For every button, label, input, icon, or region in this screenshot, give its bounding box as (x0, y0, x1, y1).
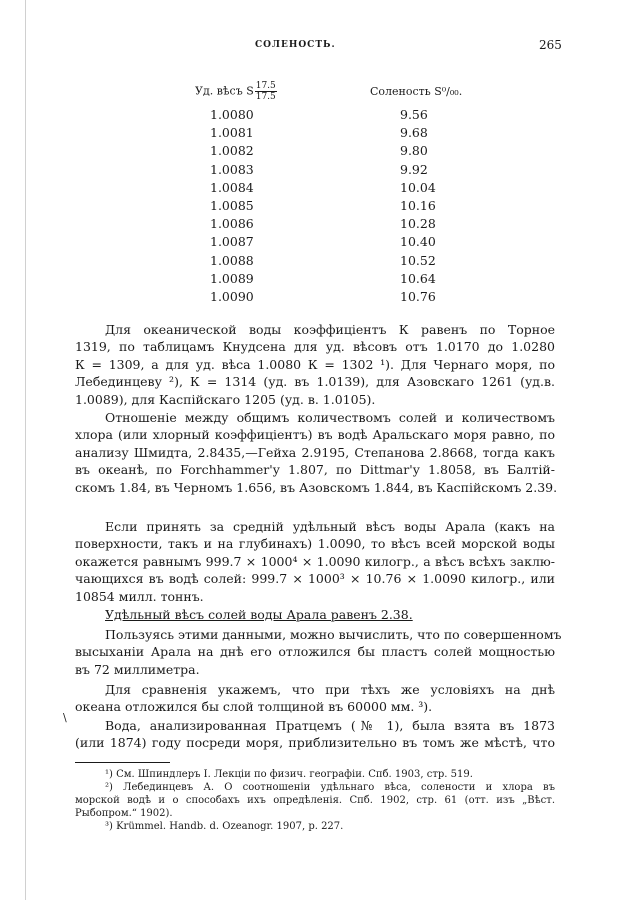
text-line: Для сравненія укажемъ, что при тѣхъ же условіяхъ на днѣ (105, 682, 555, 697)
text-line: Для океанической воды коэффиціентъ К равенъ по Торное (105, 322, 555, 337)
sg-cell: 1.0086 (210, 216, 254, 232)
text-line: въ 72 миллиметра. (75, 661, 200, 677)
sg-cell: 1.0090 (210, 288, 254, 304)
salinity-cell: 10.16 (400, 197, 436, 213)
page-number: 265 (539, 38, 562, 52)
sg-cell: 1.0082 (210, 143, 254, 159)
paragraph-pratz-sample (75, 717, 555, 752)
text-line: въ океанѣ, по Forchhammer'у 1.807, по Dittmar'у 1.8058, въ Балтій- (75, 462, 555, 478)
text-line: скомъ 1.84, въ Черномъ 1.656, въ Азовскомъ 1.844, въ Каспійскомъ 2.39. (75, 479, 558, 495)
salinity-cell: 9.92 (400, 161, 428, 177)
salinity-cell: 10.76 (400, 288, 436, 304)
text-line: поверхности, такъ и на глубинахъ) 1.0090, то вѣсъ всей морской воды (75, 536, 555, 552)
col1-label: Уд. вѣсъ S (195, 84, 254, 98)
table-row (195, 234, 495, 252)
text-line: Пользуясь этими данными, можно вычислить, что по совершенномъ (105, 627, 562, 642)
footnote-line: ¹) См. Шпиндлеръ І. Лекціи по физич. географіи. Спб. 1903, стр. 519. (105, 769, 473, 780)
table-row (195, 180, 495, 198)
text-line: 10854 милл. тоннъ. (75, 588, 204, 604)
stray-mark: \ (63, 711, 67, 724)
salinity-cell: 9.80 (400, 143, 428, 159)
footnote-line: ²) Лебединцевъ А. О соотношеніи удѣльнаго вѣса, солености и хлора въ (105, 782, 555, 793)
text-line: анализу Шмидта, 2.8435,—Гейха 2.9195, Степанова 2.8668, тогда какъ (75, 444, 555, 460)
col1-header (195, 81, 277, 102)
text-line (75, 606, 555, 623)
text-line: (или 1874) году посреди моря, приблизительно въ томъ же мѣстѣ, что (75, 735, 555, 751)
sg-cell: 1.0083 (210, 161, 254, 177)
paragraph-chlorine-coefficient (75, 321, 555, 408)
footnote-line: Рыбопром.“ 1902). (75, 808, 173, 819)
table-row (195, 289, 495, 307)
sg-cell: 1.0089 (210, 270, 254, 286)
sg-cell: 1.0081 (210, 125, 254, 141)
table-row (195, 162, 495, 180)
footnote-rule (75, 762, 170, 763)
page-edge-line (25, 0, 26, 900)
col1-frac-den: 17.5 (255, 92, 276, 102)
paragraph-salt-ratio (75, 409, 558, 496)
salinity-cell: 10.28 (400, 216, 436, 232)
sg-cell: 1.0084 (210, 179, 254, 195)
salinity-cell: 10.52 (400, 252, 436, 268)
sg-cell: 1.0080 (210, 107, 254, 122)
text-line: хлора (или хлорный коэффиціентъ) въ водѣ Аральскаго моря равно, по (75, 427, 555, 443)
text-line: Отношеніе между общимъ количествомъ солей и количествомъ (105, 410, 555, 425)
col1-fraction (255, 81, 277, 102)
text-line: 1319, по таблицамъ Кнудсена для уд. вѣсовъ отъ 1.0170 до 1.0280 (75, 339, 555, 355)
footnote-line: ³) Krümmel. Handb. d. Ozeanogr. 1907, p. 227. (105, 821, 344, 832)
text-line: чающихся въ водѣ солей: 999.7 × 1000³ × 10.76 × 1.0090 килогр., или (75, 571, 555, 587)
footnote-1 (75, 768, 555, 781)
table-row (195, 253, 495, 271)
salinity-cell: 10.40 (400, 234, 436, 250)
paragraph-ocean-comparison (75, 681, 555, 716)
text-line: Вода, анализированная Пратцемъ (№ 1), была взята въ 1873 (105, 718, 555, 733)
salinity-cell: 9.68 (400, 125, 428, 141)
salinity-table (195, 77, 495, 307)
table-row (195, 143, 495, 161)
salinity-cell: 9.56 (400, 107, 428, 122)
paragraph-drying (75, 626, 562, 678)
table-row (195, 216, 495, 234)
table-row (195, 125, 495, 143)
footnote-2 (75, 781, 555, 820)
col2-header: Соленость S⁰/₀₀. (370, 85, 463, 98)
text-line: окажется равнымъ 999.7 × 1000⁴ × 1.0090 килогр., а вѣсъ всѣхъ заклю- (75, 553, 555, 569)
text-line: Если принять за средній удѣльный вѣсъ воды Арала (какъ на (105, 519, 555, 534)
text-line: Лебединцеву ²), К = 1314 (уд. въ 1.0139), для Азовскаго 1261 (уд.в. (75, 374, 555, 390)
text-line: К = 1309, а для уд. вѣса 1.0080 К = 1302 ¹). Для Чернаго моря, по (75, 356, 555, 372)
running-title: СОЛЕНОСТЬ. (255, 40, 336, 50)
table-rows (195, 107, 495, 307)
salinity-cell: 10.64 (400, 270, 436, 286)
paragraph-total-weight (75, 518, 555, 605)
col1-frac-num: 17.5 (255, 81, 276, 91)
footnote-3 (75, 820, 555, 833)
footnote-line: морской водѣ и о способахъ ихъ опредѣленія. Спб. 1902, стр. 61 (отт. изъ „Вѣст. (75, 795, 555, 806)
text-line: высыханіи Арала на днѣ его отложился бы пластъ солей мощностью (75, 644, 555, 660)
table-header (195, 77, 495, 107)
sg-cell: 1.0088 (210, 252, 254, 268)
table-row (195, 107, 495, 125)
sg-cell: 1.0085 (210, 197, 254, 213)
table-row (195, 198, 495, 216)
salinity-cell: 10.04 (400, 179, 436, 195)
table-row (195, 271, 495, 289)
text-line: океана отложился бы слой толщиной въ 60000 мм. ³). (75, 699, 433, 715)
paragraph-salt-density (75, 606, 555, 623)
text-line-underlined: Удѣльный вѣсъ солей воды Арала равенъ 2.38. (105, 607, 413, 622)
text-line: 1.0089), для Каспійскаго 1205 (уд. в. 1.0105). (75, 391, 376, 407)
sg-cell: 1.0087 (210, 234, 254, 250)
